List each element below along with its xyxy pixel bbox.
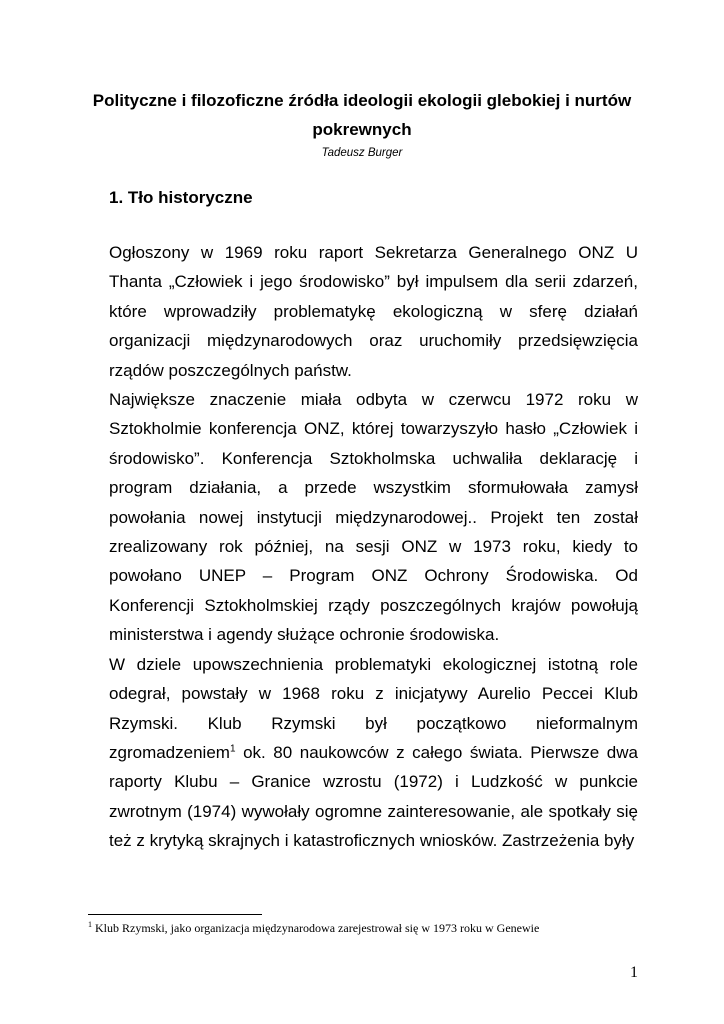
page-number: 1 — [630, 964, 638, 981]
paragraph-3 — [109, 650, 638, 856]
document-title: Polityczne i filozoficzne źródła ideologii ekologii glebokiej i nurtów pokrewnych — [92, 91, 632, 139]
paragraph-3-text-after-note: ok. 80 naukowców z całego świata. Pierwsze dwa raporty Klubu – Granice wzrostu (1972) i Ludzkość w punkcie zwrotnym (1974) wywołały ogromne zainteresowanie, ale spotkały się też z krytyką skrajnych i katastroficznych wniosków. Zastrzeżenia były — [109, 742, 638, 851]
paragraph-3-text-before-note: W dziele upowszechnienia problematyki ekologicznej istotną role odegrał, powstały w 1968 roku z inicjatywy Aurelio Peccei Klub Rzymski. Klub Rzymski był początkowo nieformalnym zgromadzeniem — [109, 654, 638, 762]
footnote-number: 1 — [88, 920, 92, 929]
paragraph-2: Największe znaczenie miała odbyta w czerwcu 1972 roku w Sztokholmie konferencja ONZ, której towarzyszyło hasło „Człowiek i środowisko”. Konferencja Sztokholmska uchwaliła deklarację i program działania, a przede wszystkim sformułowała zamysł powołania nowej instytucji międzynarodowej.. Projekt ten został zrealizowany rok później, na sesji ONZ w 1973 roku, kiedy to powołano UNEP – Program ONZ Ochrony Środowiska. Od Konferencji Sztokholmskiej rządy poszczególnych krajów powołują ministerstwa i agendy służące ochronie środowiska. — [109, 390, 638, 645]
footnote-reference: 1 — [229, 743, 236, 755]
section-heading: 1. Tło historyczne — [109, 188, 253, 207]
footnote-separator — [88, 914, 262, 915]
footnote-text: Klub Rzymski, jako organizacja międzynarodowa zarejestrował się w 1973 roku w Genewie — [92, 921, 540, 935]
author-name: Tadeusz Burger — [321, 147, 403, 159]
footnote — [88, 920, 539, 936]
body-text — [109, 238, 638, 856]
paragraph-1: Ogłoszony w 1969 roku raport Sekretarza Generalnego ONZ U Thanta „Człowiek i jego środowisko” był impulsem dla serii zdarzeń, które wprowadziły problematykę ekologiczną w sferę działań organizacji międzynarodowych oraz uruchomiły przedsięwzięcia rządów poszczególnych państw. — [109, 243, 638, 380]
